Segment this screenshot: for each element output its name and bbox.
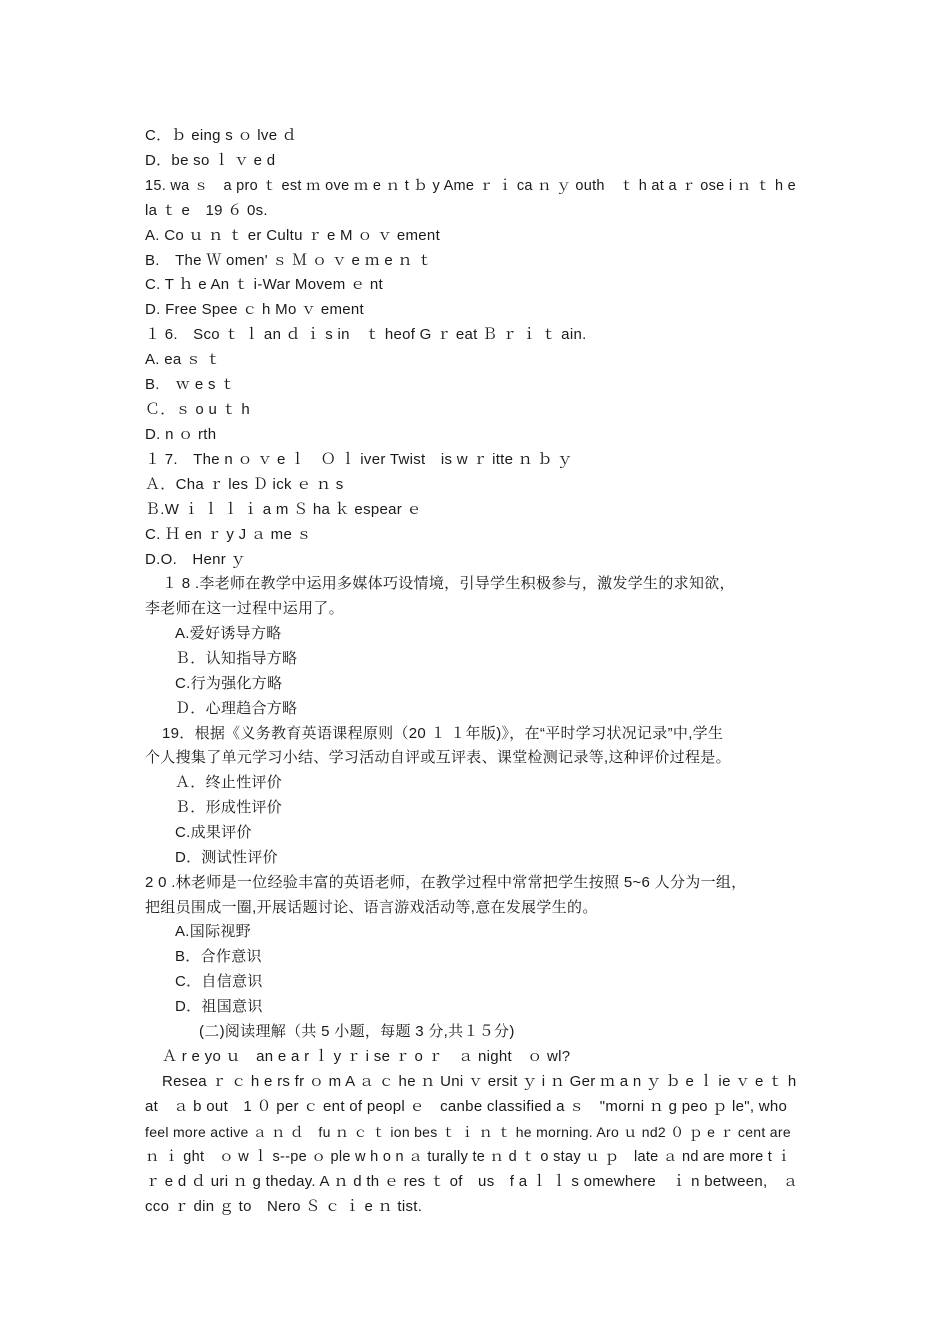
- q14-option-c: C．ｂ eing s ｏ lve ｄ: [145, 127, 298, 144]
- q19-stem-line2: 个人搜集了单元学习小结、学习活动自评或互评表、课堂检测记录等,这种评价过程是。: [145, 749, 731, 766]
- q15-stem-line1: 15. wa ｓ a pro ｔ est ｍ ove ｍ e ｎ t ｂ y Ame ｒ ｉ ca ｎ ｙ outh ｔ h at a ｒ ose i ｎ ｔ h e: [145, 178, 797, 194]
- q20-option-a: A.国际视野: [175, 923, 251, 940]
- q19-stem-line1: 19．根据《义务教育英语课程原则（20 １ １年版)》，在“平时学习状况记录”中,学生: [162, 725, 724, 742]
- q18-option-b: Ｂ．认知指导方略: [175, 650, 298, 667]
- reading-title: Ａ r e yo ｕ an e a r ｌ y ｒ i se ｒ o ｒ ａ night ｏ wl?: [162, 1048, 571, 1065]
- reading-paragraph-line2: at ａ b out 1 ０ per ｃ ent of peopl ｅ canbe classified a ｓ "morni ｎ g peo ｐ le", who: [145, 1098, 788, 1115]
- q15-option-c: C. T ｈ e An ｔ i-War Movem ｅ nt: [145, 276, 383, 293]
- q15-option-a: A. Co ｕ ｎ ｔ er Cultu ｒ e M ｏ ｖ ement: [145, 227, 441, 244]
- q19-option-a: Ａ．终止性评价: [175, 774, 283, 791]
- q17-option-c: C. Ｈ en ｒ y J ａ me ｓ: [145, 526, 312, 543]
- q19-option-d: D．测试性评价: [175, 849, 278, 866]
- q18-stem-line1: １ 8 .李老师在教学中运用多媒体巧设情境，引导学生积极参与，激发学生的求知欲，: [162, 575, 735, 592]
- q20-option-b: B．合作意识: [175, 948, 262, 965]
- q18-option-d: Ｄ．心理趋合方略: [175, 700, 298, 717]
- q15-option-b: B. The Ｗ omen' ｓ Ｍ ｏ ｖ e ｍ e ｎ ｔ: [145, 252, 433, 269]
- reading-paragraph-line4: ｎ ｉ ght ｏ w ｌ s--pe ｏ ple w h o n ａ turally te ｎ d ｔ o stay ｕ ｐ late ａ nd are more t ｉ: [145, 1149, 792, 1165]
- q18-stem-line2: 李老师在这一过程中运用了。: [145, 600, 344, 617]
- q16-option-b: B. ｗ e s ｔ: [145, 376, 236, 393]
- q17-option-a: Ａ．Cha ｒ les Ｄ ick ｅ ｎ s: [145, 476, 344, 493]
- reading-paragraph-line5: ｒ e d ｄ uri ｎ g theday. A ｎ d th ｅ res ｔ of us f a ｌ ｌ s omewhere ｉ n between, ａ: [145, 1173, 799, 1190]
- reading-paragraph-line3: feel more active ａ ｎ ｄ fu ｎ ｃ ｔ ion bes ｔ ｉ ｎ ｔ he morning. Aro ｕ nd2 ０ ｐ e ｒ cent are: [145, 1124, 791, 1140]
- q20-stem-line2: 把组员围成一圈,开展话题讨论、语言游戏活动等,意在发展学生的。: [145, 899, 598, 916]
- reading-section-heading: (二)阅读理解（共 5 小题，每题 3 分,共１５分): [199, 1023, 515, 1040]
- q14-option-d: D．be so ｌ ｖ e d: [145, 152, 276, 169]
- q18-option-c: C.行为强化方略: [175, 675, 283, 692]
- q16-option-a: A. ea ｓ ｔ: [145, 351, 222, 368]
- q20-option-d: D．祖国意识: [175, 998, 263, 1015]
- q17-option-b: Ｂ.W ｉ ｌ ｌ ｉ a m Ｓ ha ｋ espear ｅ: [145, 501, 422, 518]
- q20-option-c: C．自信意识: [175, 973, 263, 990]
- q19-option-c: C.成果评价: [175, 824, 252, 841]
- q16-option-c: Ｃ．ｓ o u ｔ h: [145, 401, 250, 418]
- q16-option-d: D. n ｏ rth: [145, 426, 217, 443]
- q18-option-a: A.爱好诱导方略: [175, 625, 282, 642]
- q17-stem: １ 7. The n ｏ ｖ e ｌ Ｏ ｌ iver Twist is w ｒ itte ｎ ｂ ｙ: [145, 451, 573, 468]
- q19-option-b: Ｂ．形成性评价: [175, 799, 283, 816]
- q16-stem: １ 6. Sco ｔ ｌ an ｄ ｉ s in ｔ heof G ｒ eat Ｂ ｒ ｉ ｔ ain.: [145, 326, 587, 343]
- reading-paragraph-line1: Resea ｒ ｃ h e rs fr ｏ m A ａ ｃ he ｎ Uni ｖ ersit ｙ i ｎ Ger ｍ a n ｙ ｂ e ｌ ie ｖ e ｔ h: [162, 1073, 797, 1090]
- q15-option-d: D. Free Spee ｃ h Mo ｖ ement: [145, 301, 365, 318]
- q15-stem-line2: la ｔ e 19 ６ 0s.: [145, 202, 268, 219]
- reading-paragraph-line6: cco ｒ din ｇ to Nero Ｓ ｃ ｉ e ｎ tist.: [145, 1198, 423, 1215]
- q17-option-d: D.O. Henr ｙ: [145, 551, 246, 568]
- q20-stem-line1: 2 0 .林老师是一位经验丰富的英语老师，在教学过程中常常把学生按照 5~6 人分为一组，: [145, 874, 747, 891]
